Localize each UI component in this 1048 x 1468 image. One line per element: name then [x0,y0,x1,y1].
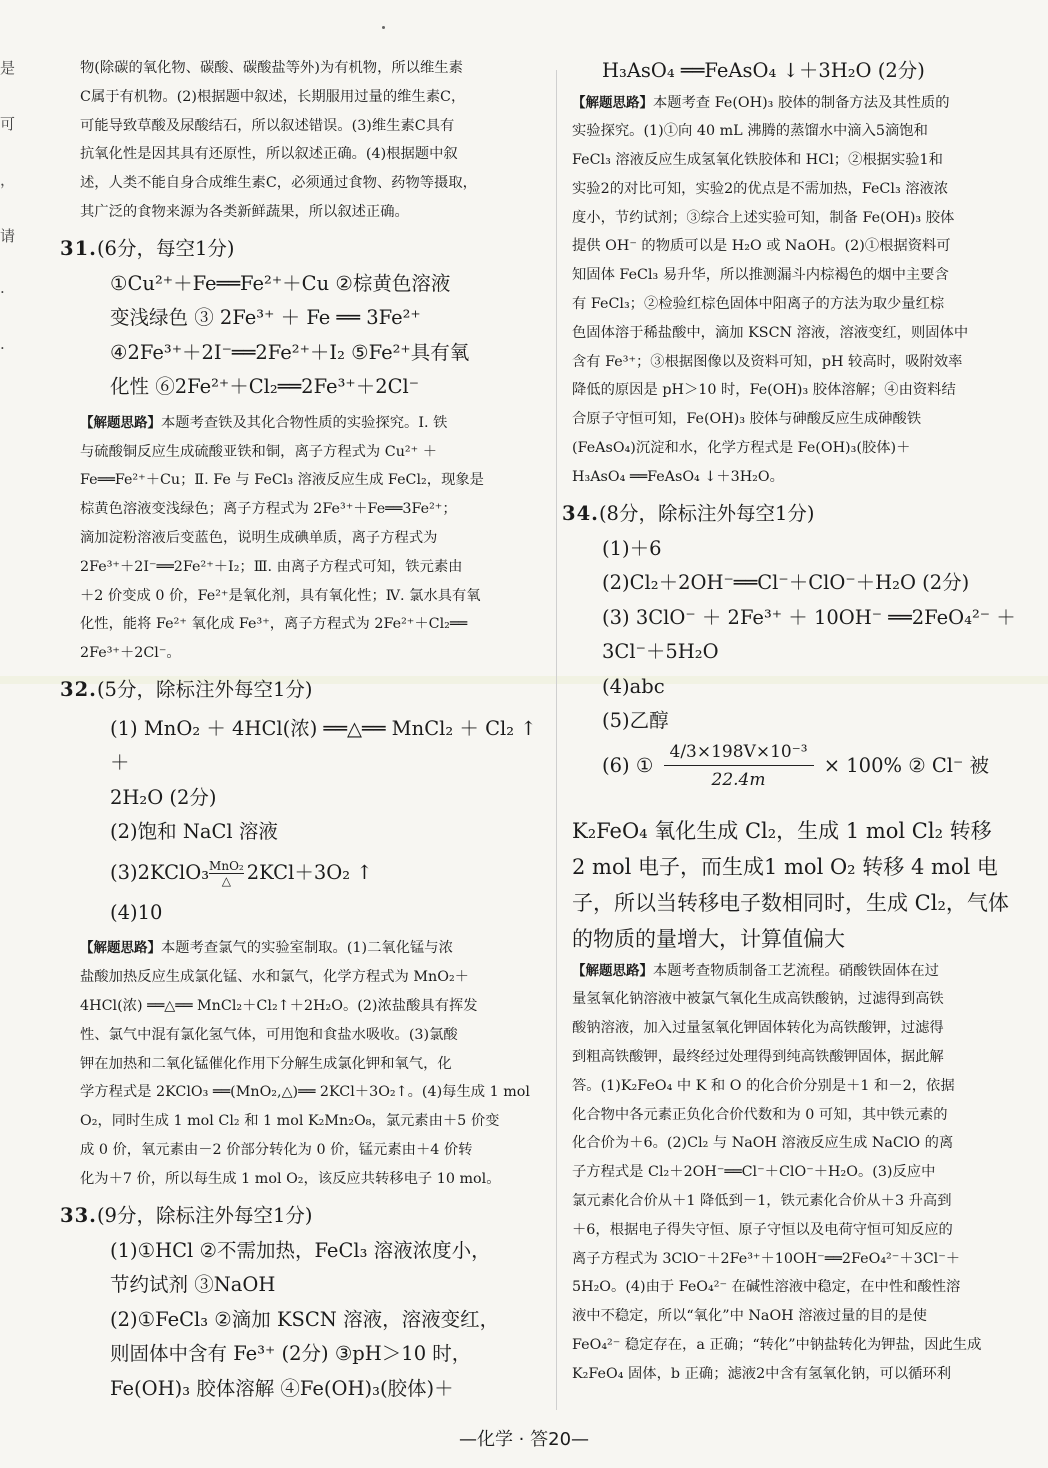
answer-line: ①Cu²⁺＋Fe══Fe²⁺＋Cu ②棕黄色溶液 [110,271,451,295]
text-line: 性、氯气中混有氯化氢气体，可用饱和食盐水吸收。(3)氯酸 [80,1026,458,1043]
answer-line: (2)饱和 NaCl 溶液 [110,820,278,844]
text-line: 含有 Fe³⁺；③根据图像以及资料可知，pH 较高时，吸附效率 [572,353,963,370]
reactant: (3)2KClO₃ [110,860,210,884]
text-line: 抗氧化性是因其具有还原性，所以叙述正确。(4)根据题中叙 [80,146,458,163]
text-line: 化合物中各元素正负化合价代数和为 0 可知，其中铁元素的 [572,1106,948,1123]
answer-line: 2 mol 电子，而生成1 mol O₂ 转移 4 mol 电 [572,854,998,879]
edge-char: · [0,339,5,357]
formula-prefix: (6) ① [602,753,654,777]
solution-tag: 【解题思路】 [572,94,653,111]
question-34 [562,496,1016,1389]
right-column [562,54,1016,1389]
text-line: 本题考查 Fe(OH)₃ 胶体的制备方法及其性质的 [653,94,950,111]
edge-char: 是 [0,59,16,77]
question-32 [60,672,540,1194]
text-line: 本题考查铁及其化合物性质的实验探究。Ⅰ. 铁 [161,414,448,431]
text-line: 有 FeCl₃；②检验红棕色固体中阳离子的方法为取少量红棕 [572,296,945,313]
fraction-denominator: 22.4m [711,769,766,790]
text-line: 降低的原因是 pH＞10 时，Fe(OH)₃ 胶体溶解；④由资料结 [572,382,956,399]
speck [382,26,385,29]
text-line: Fe══Fe²⁺＋Cu；Ⅱ. Fe 与 FeCl₃ 溶液反应生成 FeCl₂，现象是 [80,472,484,489]
text-line: 钾在加热和二氧化锰催化作用下分解生成氯化钾和氧气，化 [80,1055,452,1072]
answer-line: Fe(OH)₃ 胶体溶解 ④Fe(OH)₃(胶体)＋ [110,1376,454,1400]
fraction-numerator: 4/3×198V×10⁻³ [664,739,814,766]
text-line: FeO₄²⁻ 稳定存在，a 正确；“转化”中钠盐转化为钾盐，因此生成 [572,1337,982,1354]
catalyst-label: MnO₂ [209,858,244,873]
answer-line: (3) 3ClO⁻ ＋ 2Fe³⁺ ＋ 10OH⁻ ══2FeO₄²⁻ ＋ [602,605,1016,629]
question-score: (9分，除标注外每空1分) [96,1203,313,1227]
text-line: 2Fe³⁺＋2I⁻══2Fe²⁺＋I₂；Ⅲ. 由离子方程式可知，铁元素由 [80,558,463,575]
text-line: 滴加淀粉溶液后变蓝色，说明生成碘单质，离子方程式为 [80,529,438,546]
answer-line: (1) MnO₂ ＋ 4HCl(浓) ══△══ MnCl₂ ＋ Cl₂ ↑ ＋ [110,716,537,775]
answer-line: (1)①HCl ②不需加热，FeCl₃ 溶液浓度小， [110,1238,491,1262]
text-line: 5H₂O。(4)由于 FeO₄²⁻ 在碱性溶液中稳定，在中性和酸性溶 [572,1279,961,1296]
yield-formula [572,739,1016,813]
answer-line: (1)＋6 [602,536,662,560]
text-line: 本题考查物质制备工艺流程。硝酸铁固体在过 [653,962,939,979]
text-line: K₂FeO₄ 固体，b 正确；滤液2中含有氢氧化钠，可以循环利 [572,1365,952,1382]
heat-symbol: △ [209,873,244,888]
text-line: 实验探究。(1)①向 40 mL 沸腾的蒸馏水中滴入5滴饱和 [572,123,928,140]
answer-line: (2)①FeCl₃ ②滴加 KSCN 溶液，溶液变红， [110,1307,500,1331]
page-footer: —化学 · 答20— [458,1429,590,1450]
text-line: 本题考查氯气的实验室制取。(1)二氧化锰与浓 [161,940,453,957]
answer-line: 变浅绿色 ③ 2Fe³⁺ ＋ Fe ══ 3Fe²⁺ [110,306,421,330]
question-score: (5分，除标注外每空1分) [96,677,313,701]
text-line: 提供 OH⁻ 的物质可以是 H₂O 或 NaOH。(2)①根据资料可 [572,238,951,255]
text-line: 盐酸加热反应生成氯化锰、水和氯气，化学方程式为 MnO₂＋ [80,969,469,986]
answer-line: 节约试剂 ③NaOH [110,1273,276,1297]
text-line: 2Fe³⁺＋2Cl⁻。 [80,645,181,662]
text-line: 离子方程式为 3ClO⁻＋2Fe³⁺＋10OH⁻══2FeO₄²⁻＋3Cl⁻＋ [572,1250,961,1267]
question-31 [60,231,540,668]
solution-tag: 【解题思路】 [572,962,653,979]
text-line: 棕黄色溶液变浅绿色；离子方程式为 2Fe³⁺＋Fe══3Fe²⁺； [80,501,457,518]
question-heading [60,672,540,708]
text-line: 氯元素化合价从＋1 降低到－1，铁元素化合价从＋3 升高到 [572,1193,952,1210]
text-line: 子方程式是 Cl₂＋2OH⁻══Cl⁻＋ClO⁻＋H₂O。(3)反应中 [572,1164,936,1181]
text-line: 化性，能将 Fe²⁺ 氧化成 Fe³⁺，离子方程式为 2Fe²⁺＋Cl₂══ [80,616,468,633]
text-line: 学方程式是 2KClO₃ ══(MnO₂,△)══ 2KCl＋3O₂↑。(4)每生成 1 mol [80,1084,530,1101]
text-line: ＋2 价变成 0 价，Fe²⁺是氧化剂，具有氧化性；Ⅳ. 氯水具有氧 [80,587,481,604]
answer-line: (4)abc [602,674,665,698]
text-line: 化合价为＋6。(2)Cl₂ 与 NaOH 溶液反应生成 NaClO 的离 [572,1135,954,1152]
text-line: 知固体 FeCl₃ 易升华，所以推测漏斗内棕褐色的烟中主要含 [572,267,949,284]
answer-line: 的物质的量增大，计算值偏大 [572,926,845,951]
question-33 [60,1198,540,1407]
text-line: 成 0 价，氧元素由－2 价部分转化为 0 价，锰元素由＋4 价转 [80,1142,473,1159]
question-score: (8分，除标注外每空1分) [598,501,815,525]
reaction-condition [209,859,244,888]
text-line: 其广泛的食物来源为各类新鲜蔬果，所以叙述正确。 [80,203,409,220]
text-line: 4HCl(浓) ══△══ MnCl₂＋Cl₂↑＋2H₂O。(2)浓盐酸具有挥发 [80,998,478,1015]
answer-line: (2)Cl₂＋2OH⁻══Cl⁻＋ClO⁻＋H₂O (2分) [602,571,970,595]
text-line: 酸钠溶液，加入过量氢氧化钾固体转化为高铁酸钾，过滤得 [572,1020,944,1037]
answer-line: 子，所以当转移电子数相同时，生成 Cl₂，气体 [572,890,1009,915]
text-line: H₃AsO₄ ══FeAsO₄ ↓＋3H₂O。 [572,468,784,485]
answer-line: H₃AsO₄ ══FeAsO₄ ↓＋3H₂O (2分) [602,59,925,82]
answer-line: 2H₂O (2分) [110,785,217,809]
question-number: 32. [60,677,97,701]
question-number: 34. [562,501,599,525]
text-line: 实验2的对比可知，实验2的优点是不需加热，FeCl₃ 溶液浓 [572,180,949,197]
text-line: 色固体溶于稀盐酸中，滴加 KSCN 溶液，溶液变红，则固体中 [572,324,969,341]
solution-tag: 【解题思路】 [80,414,161,431]
question-heading [60,231,540,267]
formula-suffix: × 100% ② Cl⁻ 被 [823,753,990,777]
text-line: O₂，同时生成 1 mol Cl₂ 和 1 mol K₂Mn₂O₈，氯元素由＋5 价变 [80,1113,500,1130]
question-score: (6分，每空1分) [96,236,235,260]
fraction [664,739,814,794]
text-line: (FeAsO₄)沉淀和水，化学方程式是 Fe(OH)₃(胶体)＋ [572,440,911,457]
text-line: 与硫酸铜反应生成硫酸亚铁和铜，离子方程式为 Cu²⁺ ＋ [80,443,438,460]
product: 2KCl＋3O₂ ↑ [246,860,373,884]
text-line: 可能导致草酸及尿酸结石，所以叙述错误。(3)维生素C具有 [80,117,455,134]
answer-line: ④2Fe³⁺＋2I⁻══2Fe²⁺＋I₂ ⑤Fe²⁺具有氧 [110,340,470,364]
answer-line: 则固体中含有 Fe³⁺ (2分) ③pH＞10 时， [110,1342,472,1366]
text-line: 度小，节约试剂；③综合上述实验可知，制备 Fe(OH)₃ 胶体 [572,209,955,226]
question-number: 33. [60,1203,97,1227]
text-line: 物(除碳的氧化物、碳酸、碳酸盐等外)为有机物，所以维生素 [80,60,463,76]
answer-line: (5)乙醇 [602,709,669,733]
text-line: 液中不稳定，所以“氧化”中 NaOH 溶液过量的目的是使 [572,1308,927,1325]
answer-line: (4)10 [110,900,163,924]
text-line: 述，人类不能自身合成维生素C，必须通过食物、药物等摄取， [80,175,477,192]
edge-char: 可 [0,115,16,133]
text-line: C属于有机物。(2)根据题中叙述，长期服用过量的维生素C， [80,88,466,105]
text-line: FeCl₃ 溶液反应生成氢氧化铁胶体和 HCl；②根据实验1和 [572,152,943,169]
solution-tag: 【解题思路】 [80,940,161,957]
edge-text [0,40,18,376]
edge-char: ， [0,171,16,189]
column-divider [556,70,557,1410]
text-line: 合原子守恒可知，Fe(OH)₃ 胶体与砷酸反应生成砷酸铁 [572,411,922,428]
text-line: 量氢氧化钠溶液中被氯气氧化生成高铁酸钠，过滤得到高铁 [572,991,944,1008]
question-heading [562,496,1016,532]
equation-line [80,850,540,896]
text-line: 到粗高铁酸钾，最终经过处理得到纯高铁酸钾固体，据此解 [572,1049,944,1066]
edge-char: · [0,283,5,301]
left-column [60,54,540,1406]
question-33-continued [572,54,1016,492]
answer-line: 化性 ⑥2Fe²⁺＋Cl₂══2Fe³⁺＋2Cl⁻ [110,375,420,399]
text-line: 化为＋7 价，所以每生成 1 mol O₂，该反应共转移电子 10 mol。 [80,1170,501,1187]
text-line: ＋6，根据电子得失守恒、原子守恒以及电荷守恒可知反应的 [572,1221,953,1238]
question-heading [60,1198,540,1234]
answer-line: K₂FeO₄ 氧化生成 Cl₂，生成 1 mol Cl₂ 转移 [572,818,992,843]
text-line: 答。(1)K₂FeO₄ 中 K 和 O 的化合价分别是＋1 和－2，依据 [572,1077,955,1094]
q30-explanation-tail [80,54,540,227]
answer-line: 3Cl⁻＋5H₂O [602,640,719,664]
question-number: 31. [60,236,97,260]
edge-char: 请 [0,227,16,245]
